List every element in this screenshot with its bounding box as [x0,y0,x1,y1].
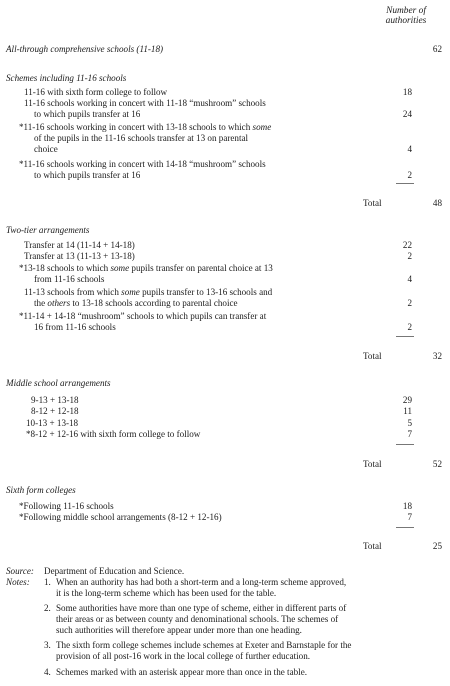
document-page: Number of authorities All-through comprehensive schools (11-18) 62 Schemes including 11-16 schools 11-16 with sixth form college to follow 18 11-16 schools working in concert with 11-18 “mushroom” schools to which pupils transfer at 16 24 *11-16 schools working in concert with 13-18 schools to which some of the pupils in the 11-16 schools transfer at 13 on parental choice 4 *11-16 schools working in concert with 14-18 “mushroom” schools to which pupils transfer at 16 2 Total 48 Two-tier arrangements Transfer at 14 (11-14 + 14-18) 22 Transfer at 13 (11-13 + 13-18) 2 *13-18 schools to which some pupils transfer on parental choice at 13 from 11-16 schools 4 11-13 schools from which some pupils transfer to 13-16 schools and the others to 13-18 schools according to parental choice 2 *11-14 + 14-18 “mushroom” schools to which pupils can transfer at 16 from 11-16 schools 2 Total 32 Middle school arrangements 9-13 + 13-18 29 8-12 + 12-18 11 10-13 + 13-18 5 *8-12 + 12-16 with sixth form college to follow 7 Total 52 Sixth form colleges *Following 11-16 schools 18 *Following middle school arrangements (8-12 + 12-16) 7 Total 25 Source: Department of Education and Science. Notes: 1. When an authority has had both a short-term and a long-term scheme approved, it is the long-term scheme which has been used for the table. 2. Some authorities have more than one type of scheme, either in different parts of their areas or as between county and denominational schools. The schemes of such authorities will therefore appear under more than one heading. 3. The sixth form college schemes include schemes at Exeter and Barnstaple for the provision of all post-16 work in the local college of further education. 4. Schemes marked with an asterisk appear more than once in the table. [0,0,450,686]
subtotal-rule [396,183,414,184]
subtotal-rule [396,527,414,528]
subtotal-rule [396,444,414,445]
column-header [362,7,450,27]
section-value: 62 [432,44,442,54]
section-title: All-through comprehensive schools (11-18) [6,44,164,54]
column-header-line2: authorities [385,15,427,26]
column-header-line1: Number of [386,6,426,16]
subtotal-rule [396,336,414,337]
